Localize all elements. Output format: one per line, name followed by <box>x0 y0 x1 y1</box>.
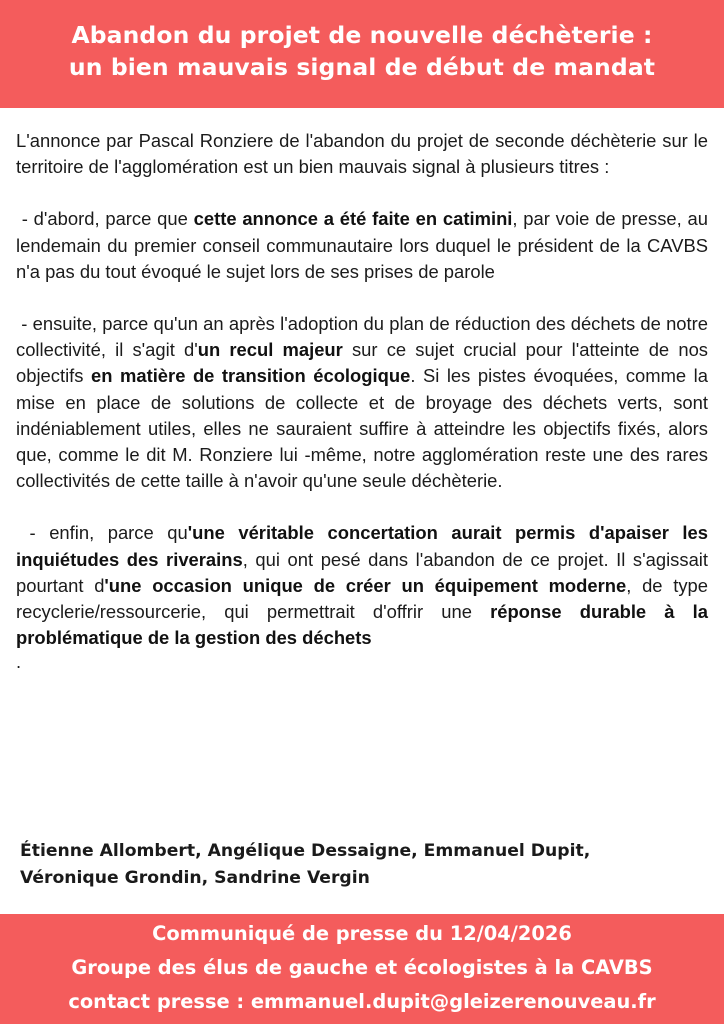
intro-paragraph: L'annonce par Pascal Ronziere de l'abandon du projet de seconde déchèterie sur le territoire de l'agglomération est un bien mauvais signal à plusieurs titres : <box>16 130 708 178</box>
p2-bold-2: en matière de transition écologique <box>91 365 411 387</box>
argument-paragraph-3 <box>16 520 708 651</box>
p3-bold-3: réponse durable à la problématique de la gestion des déchets <box>16 601 708 649</box>
p2-text-3: . Si les pistes évoquées, comme la mise en place de solutions de collecte et de broyage des déchets verts, sont indéniablement utiles, elles ne sauraient suffire à atteindre les objectifs fixés, alors que, comme le dit M. Ronziere lui -même, notre agglomération reste une des rares collectivités de cette taille à n'avoir qu'une seule déchèterie. <box>16 365 708 492</box>
signatories <box>20 838 710 892</box>
p3-bold-2: 'une occasion unique de créer un équipement moderne <box>104 574 627 596</box>
argument-paragraph-1 <box>16 206 708 285</box>
press-release-date: Communiqué de presse du 12/04/2026 <box>152 922 572 945</box>
group-name: Groupe des élus de gauche et écologistes à la CAVBS <box>71 956 653 979</box>
press-contact: contact presse : emmanuel.dupit@gleizerenouveau.fr <box>68 990 656 1013</box>
header-banner <box>0 0 724 108</box>
p2-bold-1: un recul majeur <box>197 339 343 361</box>
p2-text-1: - ensuite, parce qu'un an après l'adoption du plan de réduction des déchets de notre collectivité, il s'agit d' <box>16 313 708 361</box>
p3-bold-1: 'une véritable concertation aurait permis d'apaiser les inquiétudes des riverains <box>16 522 708 570</box>
page-title-line-2: un bien mauvais signal de début de mandat <box>68 53 656 81</box>
page-title-line-1: Abandon du projet de nouvelle déchèterie : <box>71 21 653 49</box>
press-release-body <box>16 128 708 673</box>
signatories-line-2: Véronique Grondin, Sandrine Vergin <box>20 868 370 888</box>
p3-text-1: - enfin, parce qu <box>29 522 188 544</box>
p1-bold-1: cette annonce a été faite en catimini <box>193 208 513 230</box>
p3-text-2: , qui ont pesé dans l'abandon de ce projet. Il s'agissait pourtant d <box>16 548 708 596</box>
trailing-period: . <box>16 651 22 673</box>
p1-text-2: , par voie de presse, au lendemain du premier conseil communautaire lors duquel le président de la CAVBS n'a pas du tout évoqué le sujet lors de ses prises de parole <box>16 208 708 282</box>
p2-text-2: sur ce sujet crucial pour l'atteinte de nos objectifs <box>16 339 708 387</box>
signatories-line-1: Étienne Allombert, Angélique Dessaigne, Emmanuel Dupit, <box>20 841 591 861</box>
footer-banner <box>0 914 724 1024</box>
argument-paragraph-2 <box>16 311 708 494</box>
p1-text-1: - d'abord, parce que <box>21 208 194 230</box>
p3-text-3: , de type recyclerie/ressourcerie, qui permettrait d'offrir une <box>16 574 708 623</box>
